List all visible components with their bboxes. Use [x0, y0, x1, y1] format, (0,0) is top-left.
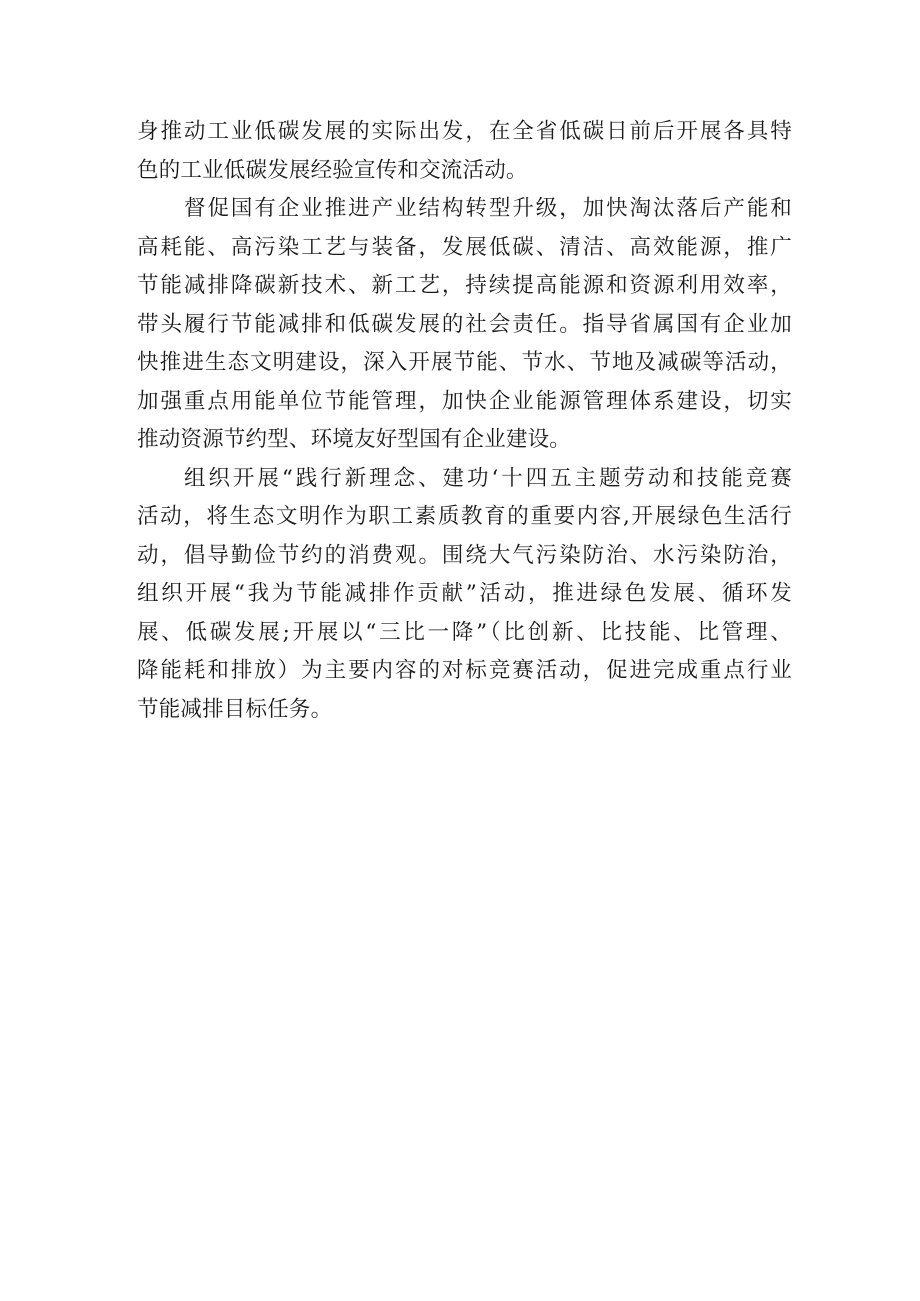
text-line: 色的工业低碳发展经验宣传和交流活动。	[137, 157, 528, 183]
text-line: 带头履行节能减排和低碳发展的社会责任。指导省属国有企业加	[137, 311, 792, 337]
text-line: 快推进生态文明建设，深入开展节能、节水、节地及减碳等活动，	[137, 350, 792, 375]
text-line: 节能减排降碳新技术、新工艺，持续提高能源和资源利用效率，	[137, 273, 792, 298]
text-line: 动，倡导勤俭节约的消费观。围绕大气污染防治、水污染防治，	[137, 542, 792, 568]
text-line: 展、低碳发展;开展以“三比一降”（比创新、比技能、比管理、	[137, 619, 792, 645]
text-line: 高耗能、高污染工艺与装备，发展低碳、清洁、高效能源，推广	[137, 234, 792, 260]
text-line: 身推动工业低碳发展的实际出发，在全省低碳日前后开展各具特	[137, 119, 792, 144]
text-line: 加强重点用能单位节能管理，加快企业能源管理体系建设，切实	[137, 388, 792, 414]
text-line: 推动资源节约型、环境友好型国有企业建设。	[137, 427, 572, 452]
paragraph-1	[137, 113, 792, 190]
text-line: 活动，将生态文明作为职工素质教育的重要内容,开展绿色生活行	[137, 504, 792, 529]
text-line: 组织开展“践行新理念、建功‘十四五主题劳动和技能竞赛	[184, 465, 792, 491]
paragraph-2	[137, 190, 792, 460]
text-line: 督促国有企业推进产业结构转型升级，加快淘汰落后产能和	[184, 196, 792, 221]
text-line: 节能减排目标任务。	[137, 696, 333, 722]
paragraph-3	[137, 460, 792, 730]
document-body	[137, 113, 792, 729]
text-line: 降能耗和排放）为主要内容的对标竞赛活动，促进完成重点行业	[137, 658, 792, 683]
text-line: 组织开展“我为节能减排作贡献”活动，推进绿色发展、循环发	[137, 581, 792, 606]
